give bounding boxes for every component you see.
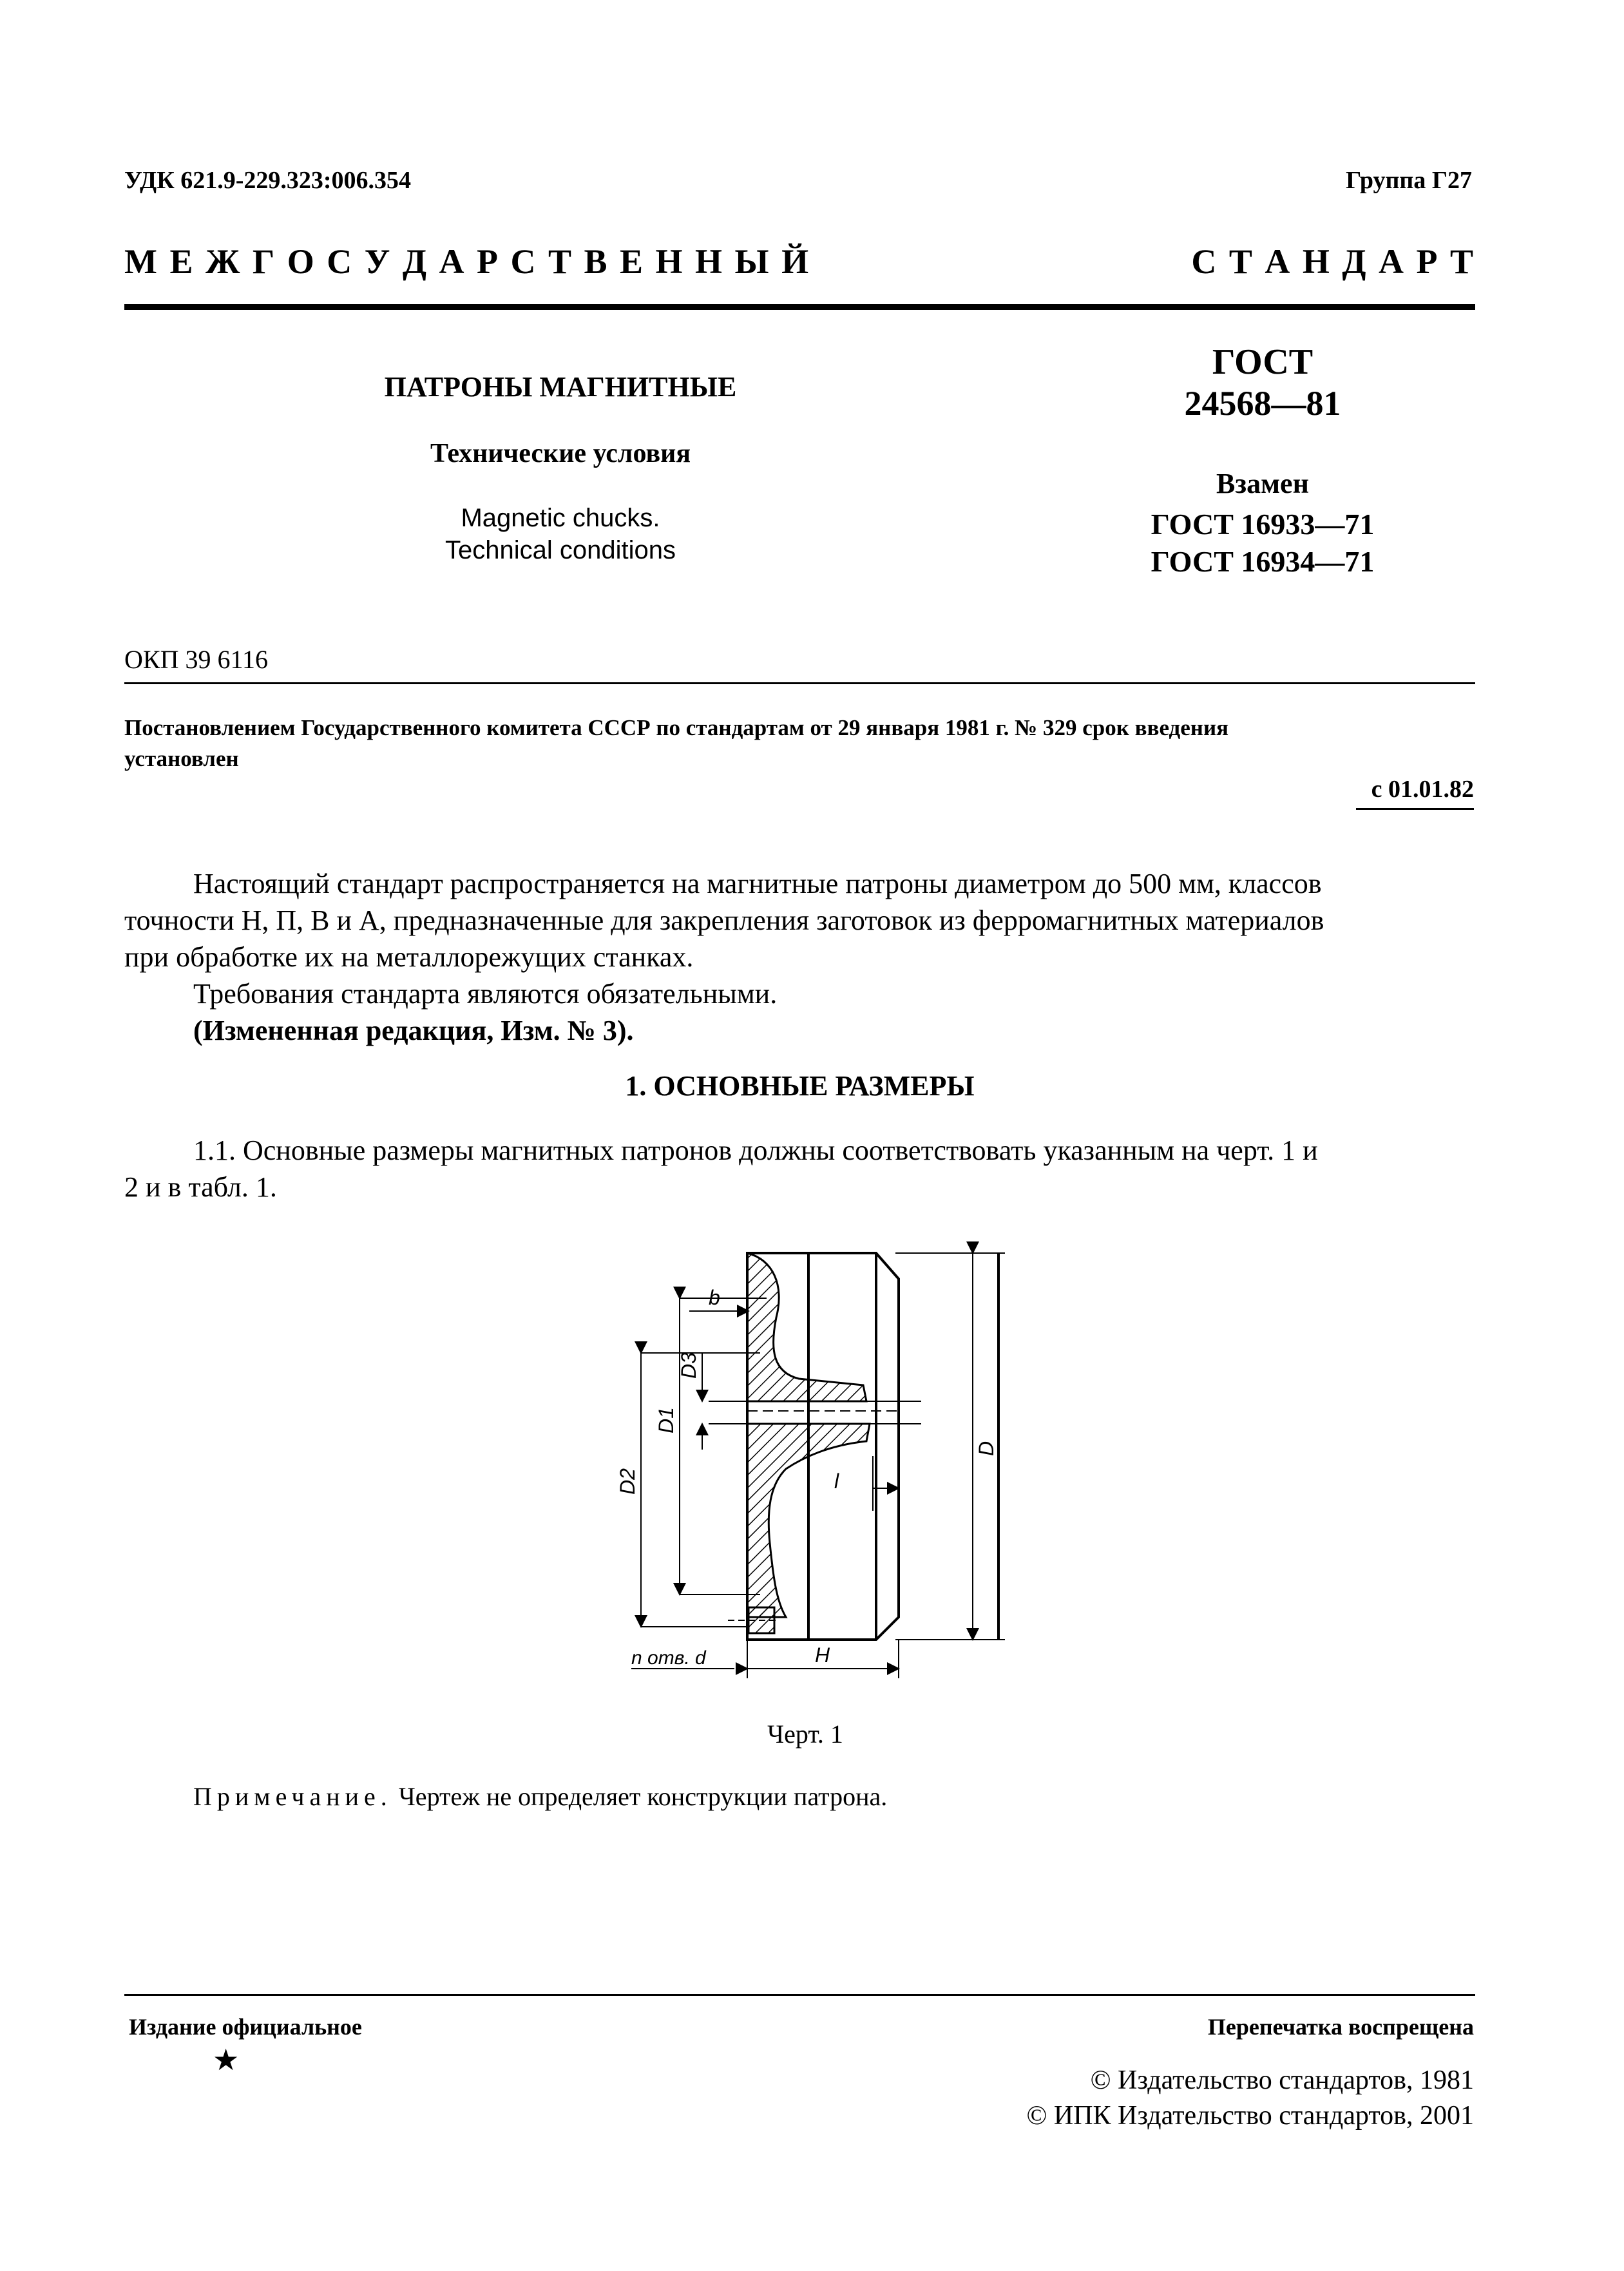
- gost-number: 24568—81: [1184, 384, 1341, 423]
- english-title-line1: Magnetic chucks.: [461, 504, 660, 532]
- banner-interstate: М Е Ж Г О С У Д А Р С Т В Е Н Н Ы Й: [124, 242, 811, 281]
- replaces-label: Взамен: [1216, 468, 1309, 499]
- note-text: Чертеж не определяет конструкции патрона.: [392, 1782, 888, 1811]
- copyright-1981: © Издательство стандартов, 1981: [1090, 2065, 1474, 2095]
- dim-label-h: H: [815, 1643, 830, 1667]
- mandatory-line: Требования стандарта являются обязательными.: [193, 978, 778, 1010]
- figure-note: [193, 1781, 887, 1812]
- okp-code: ОКП 39 6116: [124, 645, 268, 674]
- doc-title: ПАТРОНЫ МАГНИТНЫЕ: [384, 371, 737, 403]
- footer-rule: [124, 1994, 1475, 1996]
- dim-label-b: b: [709, 1286, 720, 1309]
- clause-1-1-line2: 2 и в табл. 1.: [124, 1171, 277, 1203]
- dim-label-d1: D1: [654, 1407, 678, 1433]
- star-mark: ★: [213, 2042, 240, 2077]
- replaces-gost-2: ГОСТ 16934—71: [1151, 545, 1375, 578]
- header-thick-rule: [124, 304, 1475, 310]
- official-edition: Издание официальное: [129, 2014, 362, 2040]
- english-title-line2: Technical conditions: [445, 536, 676, 564]
- note-label: Примечание.: [193, 1782, 392, 1811]
- dim-label-l: l: [834, 1470, 839, 1493]
- section-heading: 1. ОСНОВНЫЕ РАЗМЕРЫ: [625, 1070, 975, 1102]
- udk-code: УДК 621.9-229.323:006.354: [124, 167, 412, 194]
- dim-label-d: D: [975, 1441, 998, 1456]
- decree-date-underline: [1356, 808, 1474, 810]
- banner-standard: С Т А Н Д А Р Т: [1191, 242, 1475, 281]
- intro-line1: Настоящий стандарт распространяется на магнитные патроны диаметром до 500 мм, классов: [193, 868, 1322, 899]
- doc-subtitle: Технические условия: [430, 439, 691, 468]
- clause-1-1-line1: 1.1. Основные размеры магнитных патронов должны соответствовать указанным на черт. 1 и: [193, 1135, 1318, 1166]
- decree-line2: установлен: [124, 746, 239, 771]
- copyright-2001: © ИПК Издательство стандартов, 2001: [1026, 2101, 1474, 2131]
- decree-date: с 01.01.82: [1371, 776, 1474, 803]
- dim-label-hole: n отв. d: [631, 1647, 706, 1669]
- group-code: Группа Г27: [1346, 167, 1472, 194]
- figure-caption: Черт. 1: [767, 1720, 843, 1749]
- chuck-drawing: [612, 1240, 1011, 1691]
- decree-line1: Постановлением Государственного комитета СССР по стандартам от 29 января 1981 г. № 329 срок введения: [124, 715, 1229, 740]
- reprint-prohibited: Перепечатка воспрещена: [1207, 2014, 1474, 2040]
- dim-label-d2: D2: [616, 1468, 639, 1495]
- dim-label-d3: D3: [677, 1352, 700, 1379]
- gost-label: ГОСТ: [1212, 342, 1314, 382]
- hatched-section: [747, 1253, 866, 1401]
- okp-rule: [124, 682, 1475, 684]
- intro-line3: при обработке их на металлорежущих станках.: [124, 941, 694, 973]
- intro-line2: точности Н, П, В и А, предназначенные для закрепления заготовок из ферромагнитных материалов: [124, 905, 1324, 936]
- amendment-note: (Измененная редакция, Изм. № 3).: [193, 1015, 634, 1046]
- replaces-gost-1: ГОСТ 16933—71: [1151, 508, 1375, 541]
